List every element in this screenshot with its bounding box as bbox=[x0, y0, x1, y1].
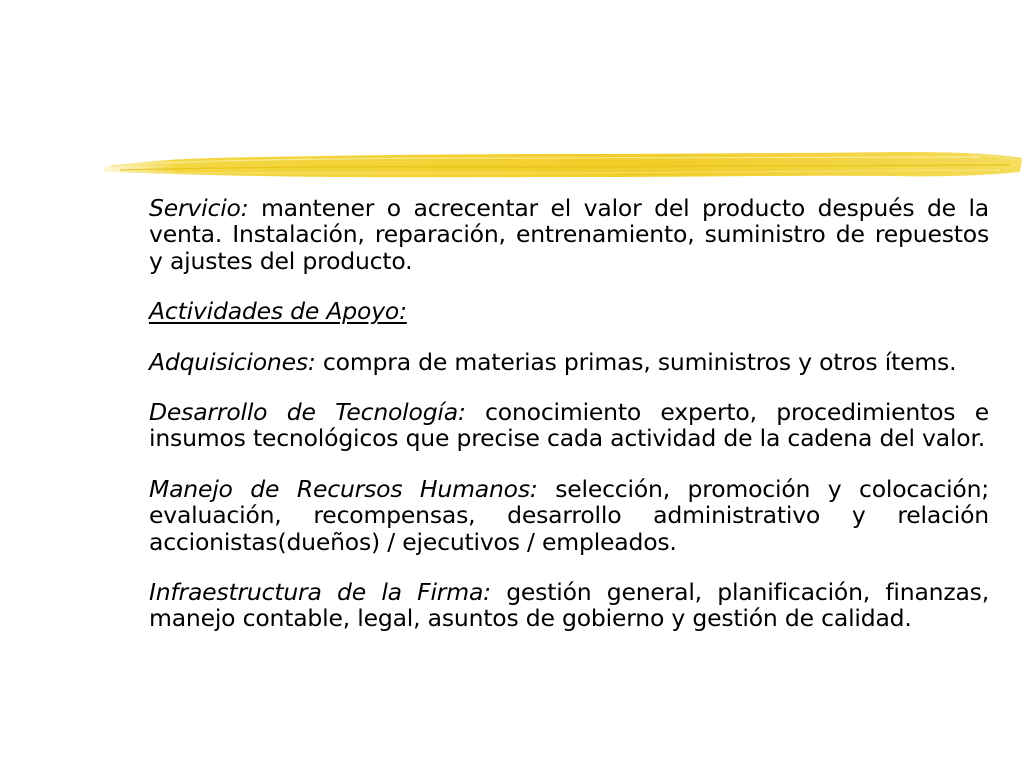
section-heading-actividades-apoyo: Actividades de Apoyo: bbox=[149, 297, 407, 326]
text-recursos-humanos: selección, promoción y colocación; evaluación, recompensas, desarrollo administrativo y relación accionistas(dueños) / ejecutivos / empleados. bbox=[149, 474, 989, 556]
slide-body bbox=[149, 195, 989, 656]
paragraph-adquisiciones bbox=[149, 349, 989, 375]
text-infraestructura: gestión general, planificación, finanzas, manejo contable, legal, asuntos de gobierno y gestión de calidad. bbox=[149, 578, 989, 633]
text-desarrollo-tecnologia: conocimiento experto, procedimientos e insumos tecnológicos que precise cada actividad de la cadena del valor. bbox=[149, 398, 989, 453]
yellow-brush-stroke-icon bbox=[100, 146, 1024, 186]
term-adquisiciones: Adquisiciones: bbox=[149, 347, 316, 376]
paragraph-infraestructura bbox=[149, 579, 989, 632]
paragraph-recursos-humanos bbox=[149, 476, 989, 555]
term-servicio: Servicio: bbox=[149, 194, 249, 222]
term-desarrollo-tecnologia: Desarrollo de Tecnología: bbox=[149, 398, 466, 427]
paragraph-actividades-apoyo bbox=[149, 298, 989, 324]
paragraph-desarrollo-tecnologia bbox=[149, 399, 989, 452]
text-adquisiciones: compra de materias primas, suministros y otros ítems. bbox=[315, 347, 957, 376]
term-recursos-humanos: Manejo de Recursos Humanos: bbox=[149, 474, 538, 503]
term-infraestructura: Infraestructura de la Firma: bbox=[149, 578, 491, 607]
text-servicio: mantener o acrecentar el valor del producto después de la venta. Instalación, reparación, entrenamiento, suministro de repuestos y ajustes del producto. bbox=[149, 194, 989, 275]
paragraph-servicio bbox=[149, 195, 989, 274]
